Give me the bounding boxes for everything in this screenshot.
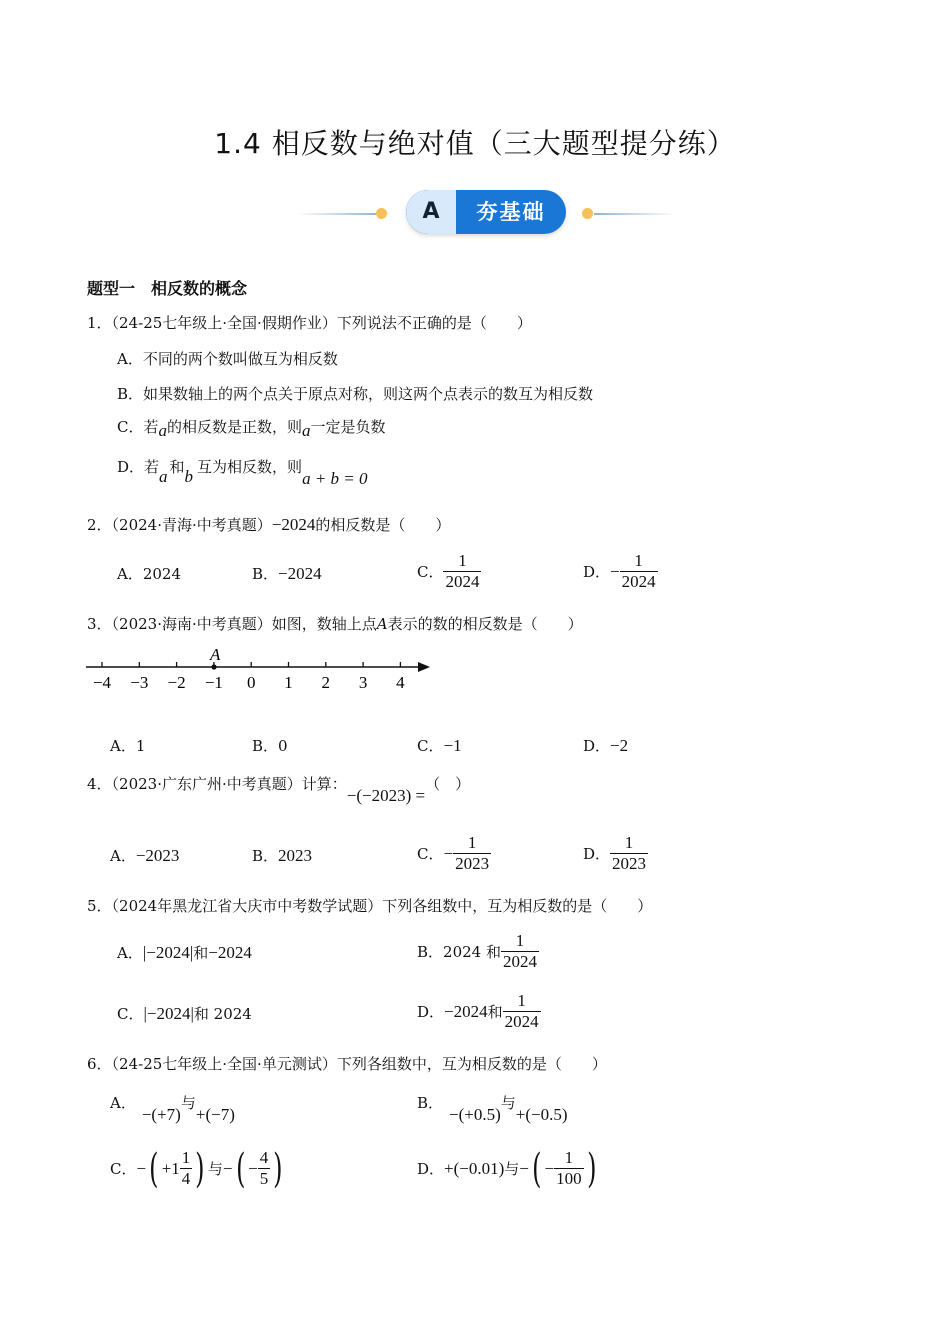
q5-b-den: 2024: [502, 952, 537, 971]
q1-option-a: A．不同的两个数叫做互为相反数: [117, 350, 338, 368]
q1-d-mid: 互为相反数，则: [197, 458, 303, 476]
number-line-point-label: A: [210, 645, 221, 664]
q2-c-num: 1: [458, 551, 467, 570]
q1-option-b: B．如果数轴上的两个点关于原点对称，则这两个点表示的数互为相反数: [117, 385, 594, 403]
q6-d-yu: 与: [504, 1160, 520, 1178]
q6-c-den: 4: [181, 1169, 191, 1188]
q3-c-val: −1: [443, 736, 462, 755]
q4-stem-text: 4．（2023·广东广州·中考真题）计算：: [87, 775, 347, 793]
number-line-tick-label: −2: [167, 673, 186, 692]
q4-option-c: [417, 833, 491, 874]
q1-c-post: 一定是负数: [310, 418, 386, 436]
q6-stem: 6．（24-25七年级上·全国·单元测试）下列各组数中，互为相反数的是（ ）: [87, 1055, 607, 1073]
q6-c-lparen2: (: [235, 1145, 245, 1192]
q6-c-int: +1: [161, 1158, 180, 1178]
q5-d-fraction: [503, 991, 541, 1032]
q4-c-fraction: [453, 833, 491, 874]
q3-stem-post: 表示的数的相反数是（ ）: [387, 615, 583, 633]
number-line-tick-label: 3: [358, 673, 368, 692]
q5-a-expr: |−2024|: [142, 943, 194, 962]
q5-option-a: [117, 942, 252, 963]
q6-c-fraction: [180, 1148, 193, 1189]
q5-b-fraction: [501, 931, 539, 972]
q4-paren: （ ）: [425, 775, 471, 793]
q3-option-c: [417, 735, 462, 756]
q6-d-num: 1: [564, 1148, 574, 1167]
q2-option-a: A．2024: [117, 565, 182, 583]
q2-d-den: 2024: [621, 572, 656, 591]
q2-stem-pre: 2．（2024·青海·中考真题）: [87, 516, 272, 534]
banner-dot-right: [582, 208, 593, 219]
q5-option-c: [117, 1003, 252, 1024]
q6-a-label: A．: [110, 1094, 136, 1112]
q1-c-mid: 的相反数是正数，则: [166, 418, 302, 436]
q6-a-expr2: +(−7): [195, 1105, 235, 1124]
q2-option-d: [583, 551, 658, 592]
q2-stem-math: −2024: [271, 515, 316, 534]
q2-d-num: 1: [634, 551, 643, 570]
q6-a-yu: 与: [180, 1094, 196, 1112]
q6-c-den2: 5: [259, 1169, 269, 1188]
q5-c-post: 和 2024: [193, 1005, 252, 1023]
q2-stem-post: 的相反数是（ ）: [315, 516, 451, 534]
q1-stem: 1．（24-25七年级上·全国·假期作业）下列说法不正确的是（ ）: [87, 314, 532, 332]
q2-b-val: −2024: [278, 564, 322, 583]
q3-option-b: B．0: [252, 737, 288, 755]
q6-c-num: 1: [181, 1148, 191, 1167]
q4-option-a: [110, 845, 179, 866]
q1-c-pre: C．若: [117, 418, 159, 436]
q4-c-den: 2023: [455, 854, 490, 873]
q3-option-a: A．1: [110, 737, 146, 755]
q6-d-rparen: ): [586, 1145, 597, 1192]
q1-c-var1: a: [158, 421, 167, 440]
q4-option-d: [583, 833, 648, 874]
q6-b-expr1: −(+0.5): [449, 1105, 501, 1124]
q1-d-expr: a + b = 0: [302, 469, 368, 488]
q5-d-val: −2024: [444, 1001, 488, 1021]
q3-stem: [87, 613, 583, 634]
q6-c-rparen2: ): [273, 1145, 283, 1192]
q6-a-expr1: −(+7): [141, 1105, 181, 1124]
q4-c-num: 1: [467, 833, 477, 852]
number-line-tick-label: 1: [284, 673, 293, 692]
q6-d-den: 100: [556, 1169, 582, 1188]
q5-d-label: D．: [417, 1003, 445, 1021]
q2-d-sign: −: [610, 561, 620, 581]
banner-dot-left: [376, 208, 387, 219]
q6-option-a: [110, 1092, 235, 1124]
q6-c-yu: 与: [207, 1160, 223, 1178]
q6-d-fraction: [554, 1148, 584, 1189]
number-line-tick-label: 2: [321, 673, 331, 692]
q4-stem: [87, 773, 471, 805]
q3-d-val: −2: [610, 736, 629, 755]
q4-a-label: A．: [110, 847, 136, 865]
number-line-tick-label: −3: [130, 673, 149, 692]
q5-c-label: C．: [117, 1005, 144, 1023]
number-line-tick-label: −1: [204, 673, 223, 692]
q2-c-den: 2024: [445, 572, 480, 591]
q4-a-val: −2023: [135, 846, 180, 865]
q6-c-neg: −: [248, 1158, 258, 1178]
q3-stem-pre: 3．（2023·海南·中考真题）如图，数轴上点: [87, 615, 377, 633]
q6-b-yu: 与: [500, 1094, 516, 1112]
q2-option-c: [417, 551, 481, 592]
q1-c-var2: a: [302, 421, 311, 440]
q1-option-d: [117, 456, 368, 488]
q6-c-rparen: ): [195, 1145, 205, 1192]
q5-stem: 5．（2024年黑龙江省大庆市中考数学试题）下列各组数中，互为相反数的是（ ）: [87, 897, 653, 915]
q2-c-label: C．: [417, 563, 444, 581]
banner-line-left: [296, 213, 378, 215]
q1-d-var1: a: [159, 467, 168, 486]
q6-c-sign: −: [136, 1158, 147, 1178]
q4-d-fraction: [610, 833, 648, 874]
q6-b-label: B．: [417, 1094, 444, 1112]
section-banner: [296, 186, 676, 236]
q1-d-var2: b: [184, 467, 194, 486]
number-line-tick-label: 0: [246, 673, 256, 692]
banner-text: 夯基础: [476, 200, 546, 224]
page-title: 1.4 相反数与绝对值（三大题型提分练）: [214, 127, 736, 160]
q6-option-b: [417, 1092, 568, 1124]
q6-c-num2: 4: [259, 1148, 269, 1167]
q6-option-d: [417, 1145, 599, 1192]
q4-option-b: [252, 845, 312, 866]
q6-c-lparen: (: [149, 1145, 159, 1192]
q4-b-label: B．: [252, 847, 279, 865]
q5-option-d: [417, 991, 541, 1032]
q6-d-label: D．: [417, 1160, 445, 1178]
q5-d-den: 2024: [504, 1012, 539, 1031]
q5-a-label: A．: [117, 944, 143, 962]
q6-d-lparen: (: [532, 1145, 542, 1192]
q1-option-c: [117, 416, 386, 440]
number-line-point: [211, 664, 216, 669]
q5-b-label: B．2024 和: [417, 943, 501, 961]
q3-option-d: [583, 735, 628, 756]
q5-a-he: 和: [193, 944, 209, 962]
q2-d-label: D．: [583, 563, 611, 581]
q6-c-sign2: −: [222, 1158, 233, 1178]
q2-c-fraction: [443, 551, 481, 592]
q4-d-num: 1: [624, 833, 634, 852]
banner-line-right: [594, 213, 676, 215]
q1-d-he: 和: [169, 458, 185, 476]
q6-c-fraction2: [258, 1148, 271, 1189]
q4-c-label: C．: [417, 845, 444, 863]
banner-letter: A: [406, 190, 456, 234]
number-line-tick-label: 4: [396, 673, 405, 692]
q5-b-num: 1: [515, 931, 525, 950]
q6-d-neg: −: [544, 1158, 555, 1178]
q6-option-c: [110, 1145, 286, 1192]
q5-option-b: [417, 931, 539, 972]
q4-c-sign: −: [443, 843, 454, 863]
q3-d-label: D．: [583, 737, 611, 755]
q4-expr: −(−2023) =: [346, 786, 426, 805]
q6-d-expr1: +(−0.01): [444, 1158, 505, 1178]
q5-d-he: 和: [487, 1003, 503, 1021]
section-heading: 题型一 相反数的概念: [87, 279, 248, 298]
q5-d-num: 1: [517, 991, 526, 1010]
q2-d-fraction: [620, 551, 658, 592]
q5-a-val: −2024: [208, 943, 252, 962]
q6-c-label: C．: [110, 1160, 137, 1178]
q4-d-label: D．: [583, 845, 611, 863]
banner-pill: [406, 190, 566, 234]
q1-d-pre: D．若: [117, 458, 160, 476]
q4-d-den: 2023: [612, 854, 647, 873]
number-line-arrow: [418, 662, 430, 672]
q3-c-label: C．: [417, 737, 444, 755]
q3-stem-var: A: [376, 615, 388, 633]
number-line-tick-label: −4: [92, 673, 112, 692]
q6-d-sign: −: [519, 1158, 529, 1178]
q5-c-expr: |−2024|: [143, 1004, 194, 1023]
q2-b-label: B．: [252, 565, 279, 583]
number-line: [80, 640, 440, 695]
q2-option-b: [252, 563, 322, 584]
q4-b-val: 2023: [278, 846, 313, 865]
q6-b-expr2: +(−0.5): [515, 1105, 568, 1124]
q2-stem: [87, 514, 450, 535]
